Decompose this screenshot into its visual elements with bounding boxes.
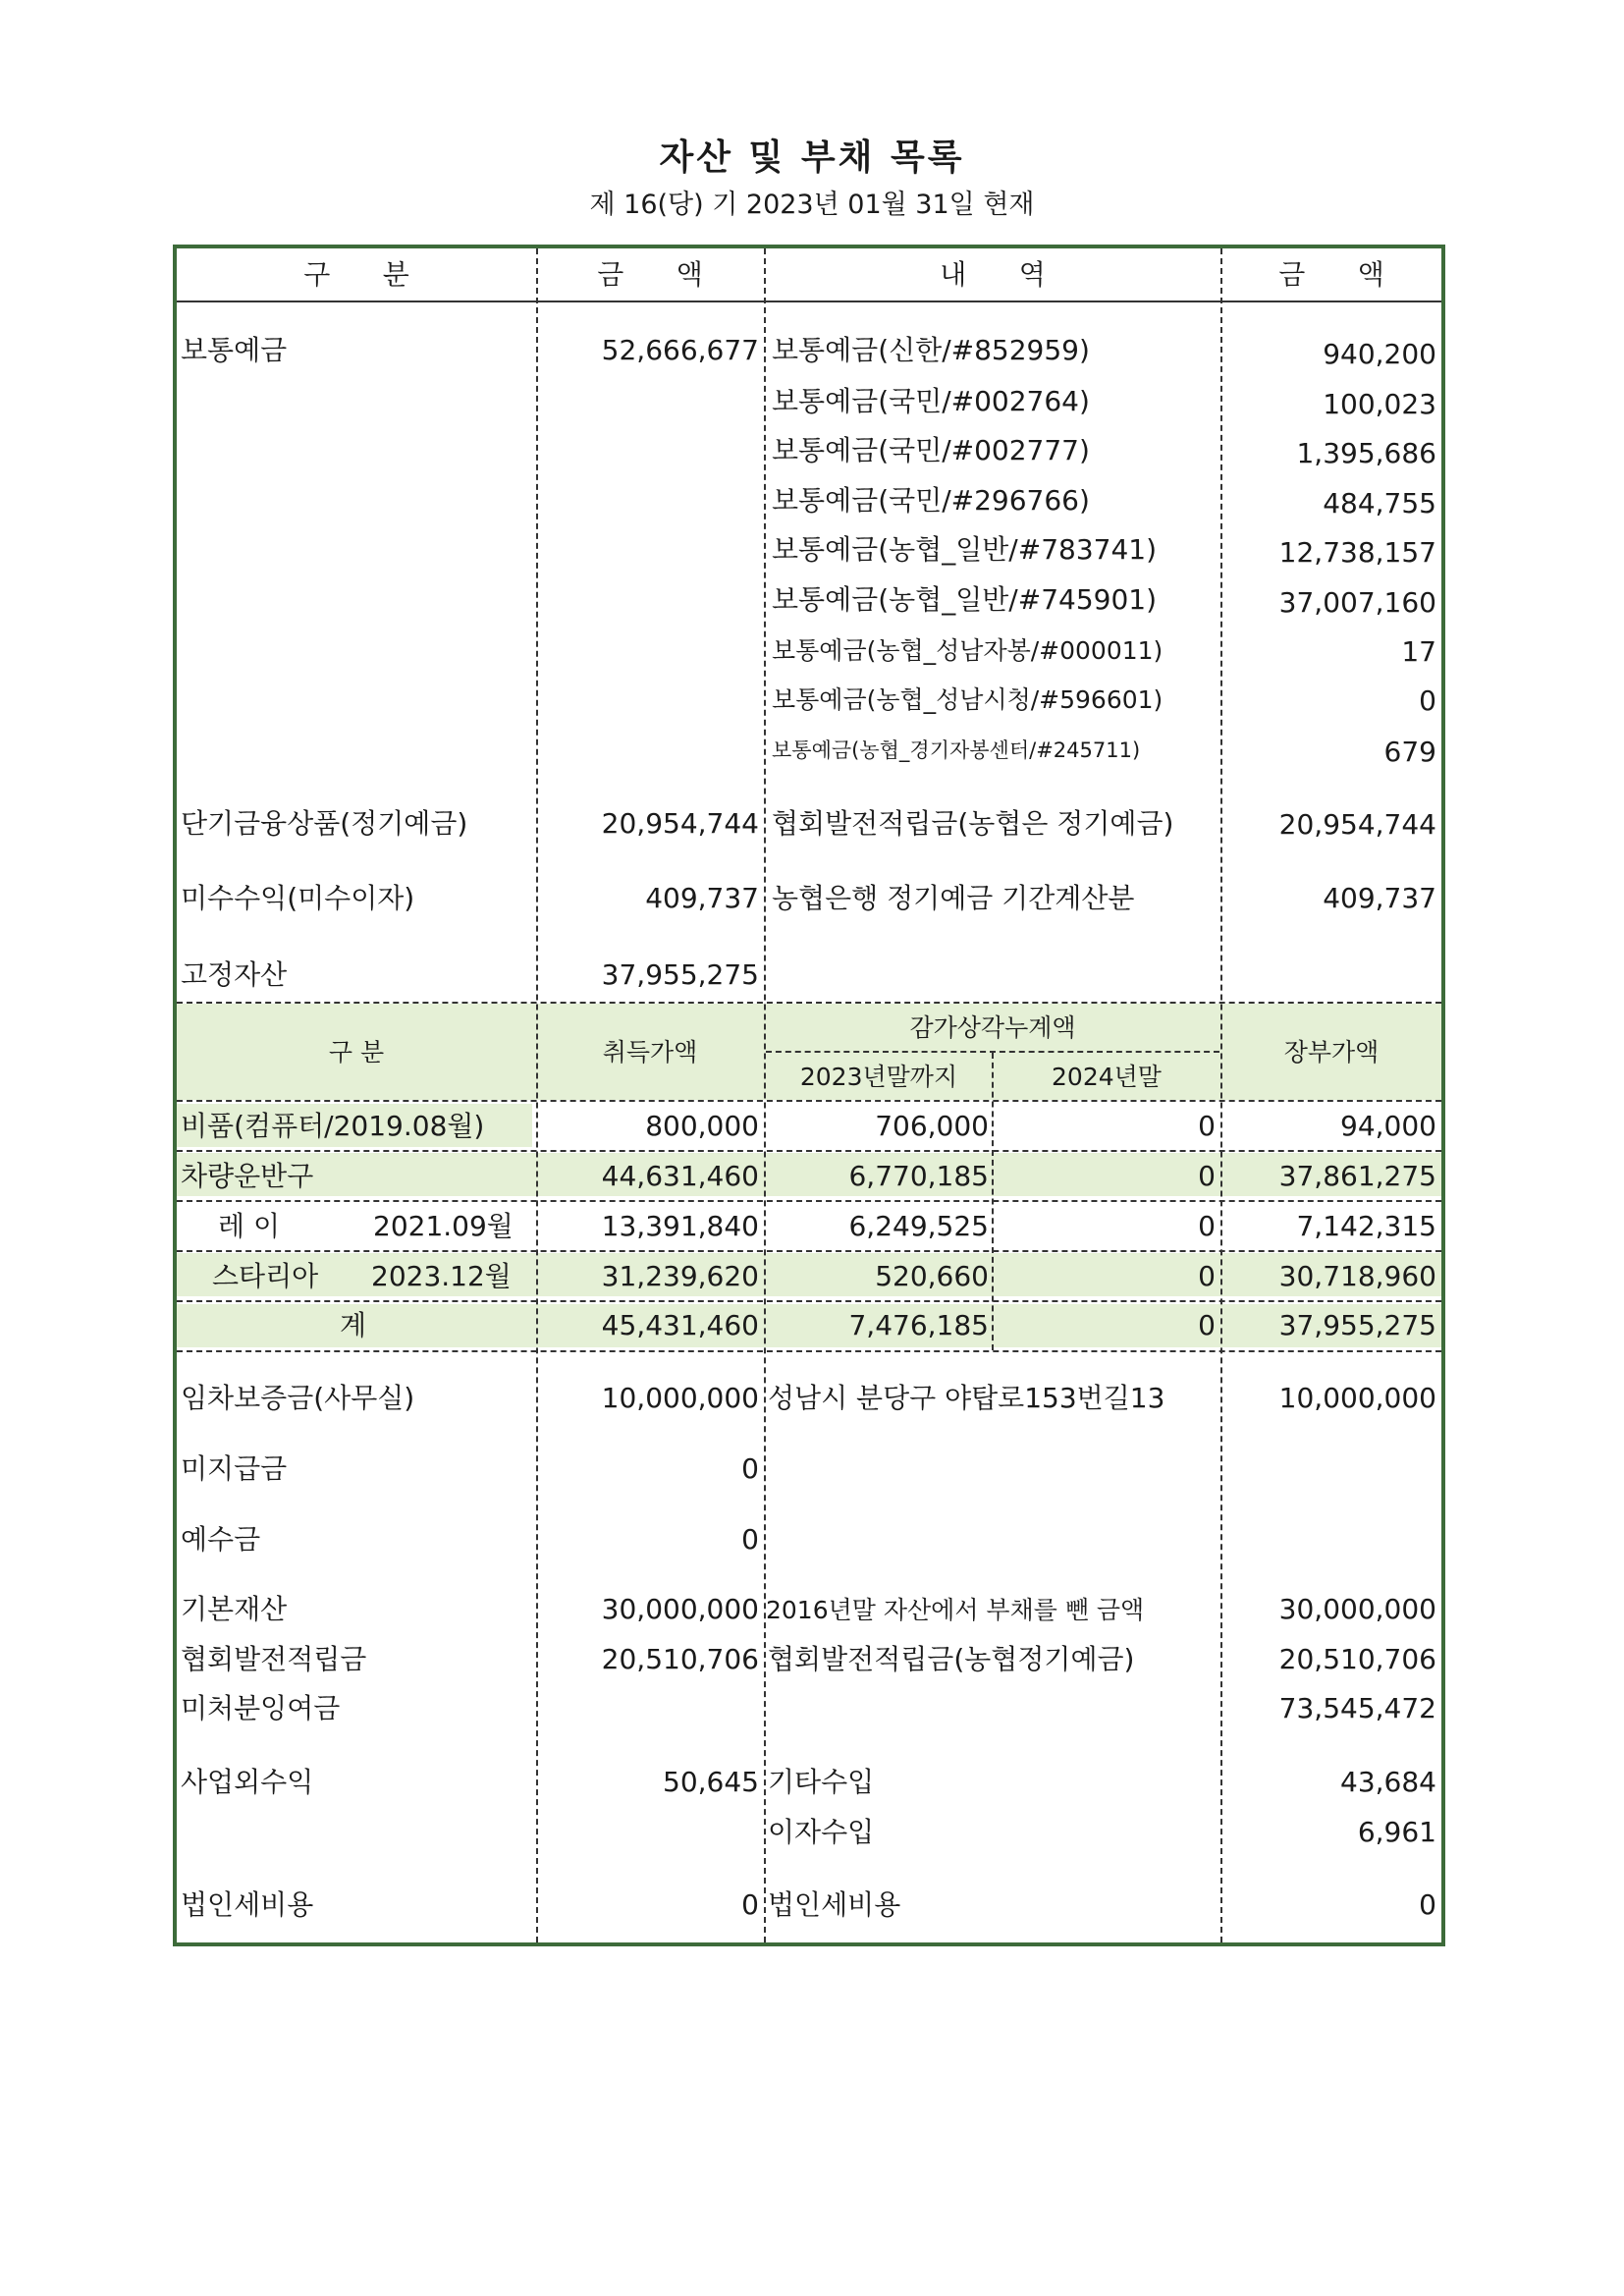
divider [177, 1250, 1441, 1252]
fixed-row-date: 2023.12월 [371, 1260, 512, 1292]
fixed-row-book: 7,142,315 [1296, 1210, 1436, 1242]
basic-assets-detail-amount: 30,000,000 [1278, 1593, 1436, 1625]
fixed-row-acquisition: 800,000 [645, 1110, 759, 1142]
fixed-row-depr-2023: 6,770,185 [848, 1160, 989, 1192]
bank-detail-text: 보통예금(농협_성남시청/#596601) [772, 685, 1164, 714]
nonop-detail-text: 기타수입 [768, 1766, 875, 1798]
bank-detail-amount: 679 [1383, 736, 1436, 768]
advance-amount: 0 [741, 1523, 759, 1556]
fixed-total-depr-2023: 7,476,185 [848, 1309, 989, 1341]
reserve-detail: 협회발전적립금(농협정기예금) [768, 1643, 1135, 1675]
bank-detail-amount: 17 [1401, 635, 1436, 668]
fixed-row-label: 차량운반구 [181, 1160, 314, 1192]
fixed-total-depr-2024: 0 [1198, 1309, 1216, 1341]
fixed-header-book-value: 장부가액 [1283, 1038, 1380, 1066]
fixed-header-depr-2024: 2024년말 [1052, 1063, 1162, 1091]
bank-detail-text: 보통예금(농협_일반/#745901) [772, 583, 1158, 616]
nonop-income-amount: 50,645 [663, 1766, 759, 1798]
deposit-detail-amount: 10,000,000 [1278, 1382, 1436, 1414]
bank-detail-amount: 37,007,160 [1278, 586, 1436, 619]
fixed-row-depr-2023: 520,660 [875, 1260, 989, 1292]
fixed-header-category: 구 분 [328, 1038, 385, 1066]
fixed-row-depr-2024: 0 [1198, 1210, 1216, 1242]
deposit-amount: 10,000,000 [601, 1382, 759, 1414]
fixed-total-label: 계 [340, 1309, 367, 1341]
bank-detail-amount: 12,738,157 [1278, 536, 1436, 569]
bank-detail-amount: 0 [1419, 684, 1436, 717]
tax-label: 법인세비용 [181, 1888, 314, 1921]
nonop-income-label: 사업외수익 [181, 1766, 314, 1798]
nonop-detail-amount: 43,684 [1340, 1766, 1436, 1798]
bank-detail-text: 보통예금(농협_경기자봉센터/#245711) [772, 738, 1141, 762]
unpaid-label: 미지급금 [181, 1452, 288, 1485]
basic-assets-detail: 2016년말 자산에서 부채를 뺀 금액 [766, 1596, 1145, 1624]
accrued-label: 미수수익(미수이자) [181, 882, 415, 914]
tax-detail-amount: 0 [1419, 1888, 1436, 1921]
fixed-row-label: 스타리아 [212, 1260, 319, 1292]
reserve-detail-amount: 20,510,706 [1278, 1643, 1436, 1675]
fixed-row-book: 37,861,275 [1278, 1160, 1436, 1192]
bank-deposit-label: 보통예금 [181, 334, 288, 366]
nonop-detail-amount: 6,961 [1357, 1816, 1436, 1848]
basic-assets-amount: 30,000,000 [601, 1593, 759, 1625]
tax-amount: 0 [741, 1888, 759, 1921]
column-divider [764, 248, 766, 1942]
divider [177, 1150, 1441, 1152]
header-detail-amount: 금 액 [1278, 258, 1384, 291]
bank-detail-text: 보통예금(국민/#002777) [772, 434, 1090, 466]
fixed-row-acquisition: 31,239,620 [601, 1260, 759, 1292]
column-divider [536, 248, 538, 1942]
fixed-row-depr-2024: 0 [1198, 1160, 1216, 1192]
bank-detail-amount: 1,395,686 [1296, 437, 1436, 469]
fixed-row-book: 94,000 [1340, 1110, 1436, 1142]
bank-detail-amount: 484,755 [1323, 487, 1436, 519]
surplus-detail-amount: 73,545,472 [1278, 1692, 1436, 1724]
fixed-row-label: 레 이 [218, 1210, 280, 1242]
bank-detail-amount: 940,200 [1323, 338, 1436, 370]
nonop-detail-text: 이자수입 [768, 1816, 875, 1848]
column-divider [992, 1053, 994, 1350]
accrued-amount: 409,737 [645, 882, 759, 914]
header-rule [177, 301, 1441, 302]
bank-detail-amount: 100,023 [1323, 388, 1436, 420]
divider [177, 1100, 1441, 1102]
fixed-total-acquisition: 45,431,460 [601, 1309, 759, 1341]
fixed-row-depr-2024: 0 [1198, 1110, 1216, 1142]
short-term-label: 단기금융상품(정기예금) [181, 807, 468, 840]
accrued-detail: 농협은행 정기예금 기간계산분 [772, 882, 1135, 914]
bank-detail-text: 보통예금(국민/#002764) [772, 385, 1090, 417]
header-amount: 금 액 [597, 258, 703, 291]
unpaid-amount: 0 [741, 1452, 759, 1485]
bank-detail-text: 보통예금(신한/#852959) [772, 334, 1090, 366]
advance-label: 예수금 [181, 1523, 261, 1556]
short-term-detail: 협회발전적립금(농협은 정기예금) [772, 807, 1174, 840]
fixed-total-book: 37,955,275 [1278, 1309, 1436, 1341]
fixed-row-book: 30,718,960 [1278, 1260, 1436, 1292]
deposit-detail: 성남시 분당구 야탑로153번길13 [768, 1382, 1165, 1414]
reserve-label: 협회발전적립금 [181, 1643, 367, 1675]
bank-detail-text: 보통예금(농협_성남자봉/#000011) [772, 636, 1164, 665]
fixed-row-depr-2024: 0 [1198, 1260, 1216, 1292]
fixed-row-acquisition: 13,391,840 [601, 1210, 759, 1242]
divider [177, 1350, 1441, 1352]
divider [177, 1002, 1441, 1004]
fixed-row-label: 비품(컴퓨터/2019.08월) [181, 1110, 485, 1142]
document-subtitle: 제 16(당) 기 2023년 01월 31일 현재 [589, 190, 1035, 220]
short-term-amount: 20,954,744 [601, 807, 759, 840]
document-title: 자산 및 부채 목록 [659, 137, 965, 178]
bank-deposit-amount: 52,666,677 [601, 334, 759, 366]
fixed-header-acquisition: 취득가액 [602, 1038, 698, 1066]
fixed-assets-amount: 37,955,275 [601, 958, 759, 991]
divider [177, 1200, 1441, 1202]
fixed-header-depr-2023: 2023년말까지 [799, 1063, 958, 1091]
short-term-detail-amount: 20,954,744 [1278, 808, 1436, 841]
fixed-row-depr-2023: 6,249,525 [848, 1210, 989, 1242]
deposit-label: 임차보증금(사무실) [181, 1382, 415, 1414]
header-detail: 내 역 [940, 258, 1046, 291]
fixed-row-date: 2021.09월 [373, 1210, 514, 1242]
basic-assets-label: 기본재산 [181, 1593, 288, 1625]
accrued-detail-amount: 409,737 [1323, 882, 1436, 914]
bank-detail-text: 보통예금(국민/#296766) [772, 484, 1090, 517]
reserve-amount: 20,510,706 [601, 1643, 759, 1675]
fixed-row-acquisition: 44,631,460 [601, 1160, 759, 1192]
fixed-row-depr-2023: 706,000 [875, 1110, 989, 1142]
fixed-header-depreciation: 감가상각누계액 [909, 1013, 1076, 1042]
header-category: 구 분 [303, 258, 409, 291]
fixed-assets-label: 고정자산 [181, 958, 288, 991]
bank-detail-text: 보통예금(농협_일반/#783741) [772, 533, 1158, 566]
tax-detail: 법인세비용 [768, 1888, 901, 1921]
surplus-label: 미처분잉여금 [181, 1692, 341, 1724]
divider [177, 1300, 1441, 1302]
